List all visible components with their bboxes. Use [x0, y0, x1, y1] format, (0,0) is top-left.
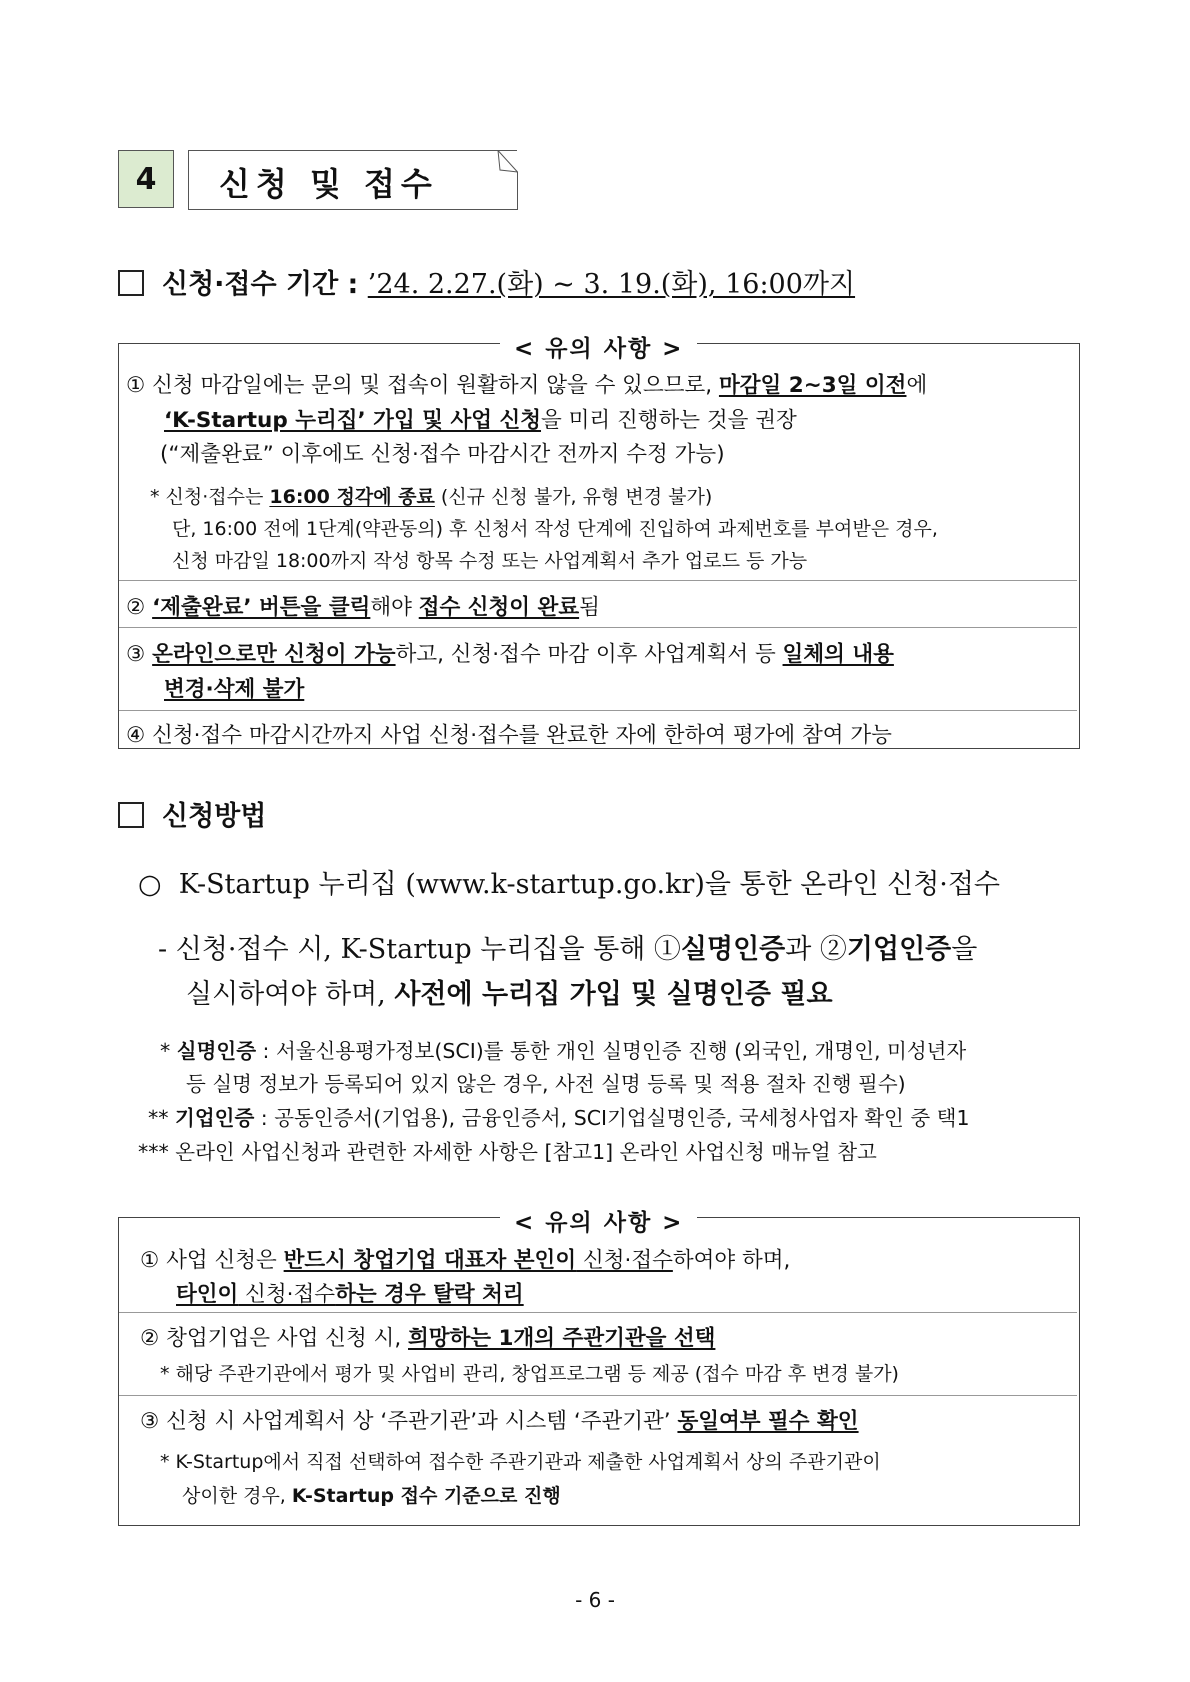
- notice2-item1-line2: 타인이 신청·접수하는 경우 탈락 처리: [176, 1282, 524, 1307]
- folded-corner-icon: [488, 150, 518, 210]
- notice1-item4: ④ 신청·접수 마감시간까지 사업 신청·접수를 완료한 자에 한하여 평가에 참여 가능: [126, 723, 892, 748]
- notice1-item3-line1: ③ 온라인으로만 신청이 가능하고, 신청·접수 마감 이후 사업계획서 등 일체의 내용: [126, 642, 894, 667]
- method-heading: 신청방법: [162, 801, 267, 832]
- divider: [119, 710, 1077, 711]
- method-footnote1-line2: 등 실명 정보가 등록되어 있지 않은 경우, 사전 실명 등록 및 적용 절차 진행 필수): [186, 1072, 906, 1096]
- method-footnote2: ** 기업인증 : 공동인증서(기업용), 금융인증서, SCI기업실명인증, 국세청사업자 확인 중 택1: [148, 1106, 970, 1130]
- notice2-item3: ③ 신청 시 사업계획서 상 ‘주관기관’과 시스템 ‘주관기관’ 동일여부 필수 확인: [140, 1409, 859, 1434]
- method-line1: ○ K-Startup 누리집 (www.k-startup.go.kr)을 통한 온라인 신청·접수: [138, 869, 1001, 900]
- page-number: - 6 -: [575, 1588, 615, 1612]
- notice-title-1: < 유의 사항 >: [500, 330, 697, 363]
- notice2-item3-sub1: * K-Startup에서 직접 선택하여 접수한 주관기관과 제출한 사업계획서 상의 주관기관이: [160, 1451, 881, 1473]
- divider: [119, 1312, 1077, 1313]
- checkbox-square-icon: [118, 802, 144, 828]
- divider: [119, 627, 1077, 628]
- notice2-item2-sub: * 해당 주관기관에서 평가 및 사업비 관리, 창업프로그램 등 제공 (접수 마감 후 변경 불가): [160, 1363, 899, 1385]
- notice1-item1-line3: (“제출완료” 이후에도 신청·접수 마감시간 전까지 수정 가능): [160, 442, 725, 467]
- method-footnote1-line1: * 실명인증 : 서울신용평가정보(SCI)를 통한 개인 실명인증 진행 (외국인, 개명인, 미성년자: [160, 1039, 967, 1063]
- method-line2: - 신청·접수 시, K-Startup 누리집을 통해 ①실명인증과 ②기업인증을: [158, 934, 978, 965]
- method-footnote3: *** 온라인 사업신청과 관련한 자세한 사항은 [참고1] 온라인 사업신청 매뉴얼 참고: [138, 1140, 877, 1164]
- section-number: 4: [118, 150, 174, 208]
- checkbox-square-icon: [118, 270, 144, 296]
- notice2-item1-line1: ① 사업 신청은 반드시 창업기업 대표자 본인이 신청·접수하여야 하며,: [140, 1248, 791, 1273]
- notice1-item1-line2: ‘K-Startup 누리집’ 가입 및 사업 신청을 미리 진행하는 것을 권장: [164, 408, 797, 433]
- notice-title-2: < 유의 사항 >: [500, 1204, 697, 1237]
- notice1-sub-line2: 단, 16:00 전에 1단계(약관동의) 후 신청서 작성 단계에 진입하여 과제번호를 부여받은 경우,: [172, 518, 938, 540]
- notice1-item2: ② ‘제출완료’ 버튼을 클릭해야 접수 신청이 완료됨: [126, 595, 600, 620]
- notice1-item1-line1: ① 신청 마감일에는 문의 및 접속이 원활하지 않을 수 있으므로, 마감일 2~3일 이전에: [126, 373, 928, 398]
- method-line3: 실시하여야 하며, 사전에 누리집 가입 및 실명인증 필요: [186, 979, 833, 1010]
- notice1-sub-line1: * 신청·접수는 16:00 정각에 종료 (신규 신청 불가, 유형 변경 불가): [150, 486, 713, 508]
- section-title: 신청 및 접수: [219, 165, 438, 203]
- divider: [119, 1395, 1077, 1396]
- period-heading: 신청·접수 기간 : ’24. 2.27.(화) ~ 3. 19.(화), 16:00까지: [162, 269, 856, 300]
- notice2-item3-sub2: 상이한 경우, K-Startup 접수 기준으로 진행: [182, 1485, 561, 1507]
- divider: [119, 580, 1077, 581]
- notice2-item2: ② 창업기업은 사업 신청 시, 희망하는 1개의 주관기관을 선택: [140, 1326, 716, 1351]
- notice1-sub-line3: 신청 마감일 18:00까지 작성 항목 수정 또는 사업계획서 추가 업로드 등 가능: [172, 550, 808, 572]
- notice1-item3-line2: 변경·삭제 불가: [164, 677, 305, 702]
- section-title-box: [188, 150, 517, 210]
